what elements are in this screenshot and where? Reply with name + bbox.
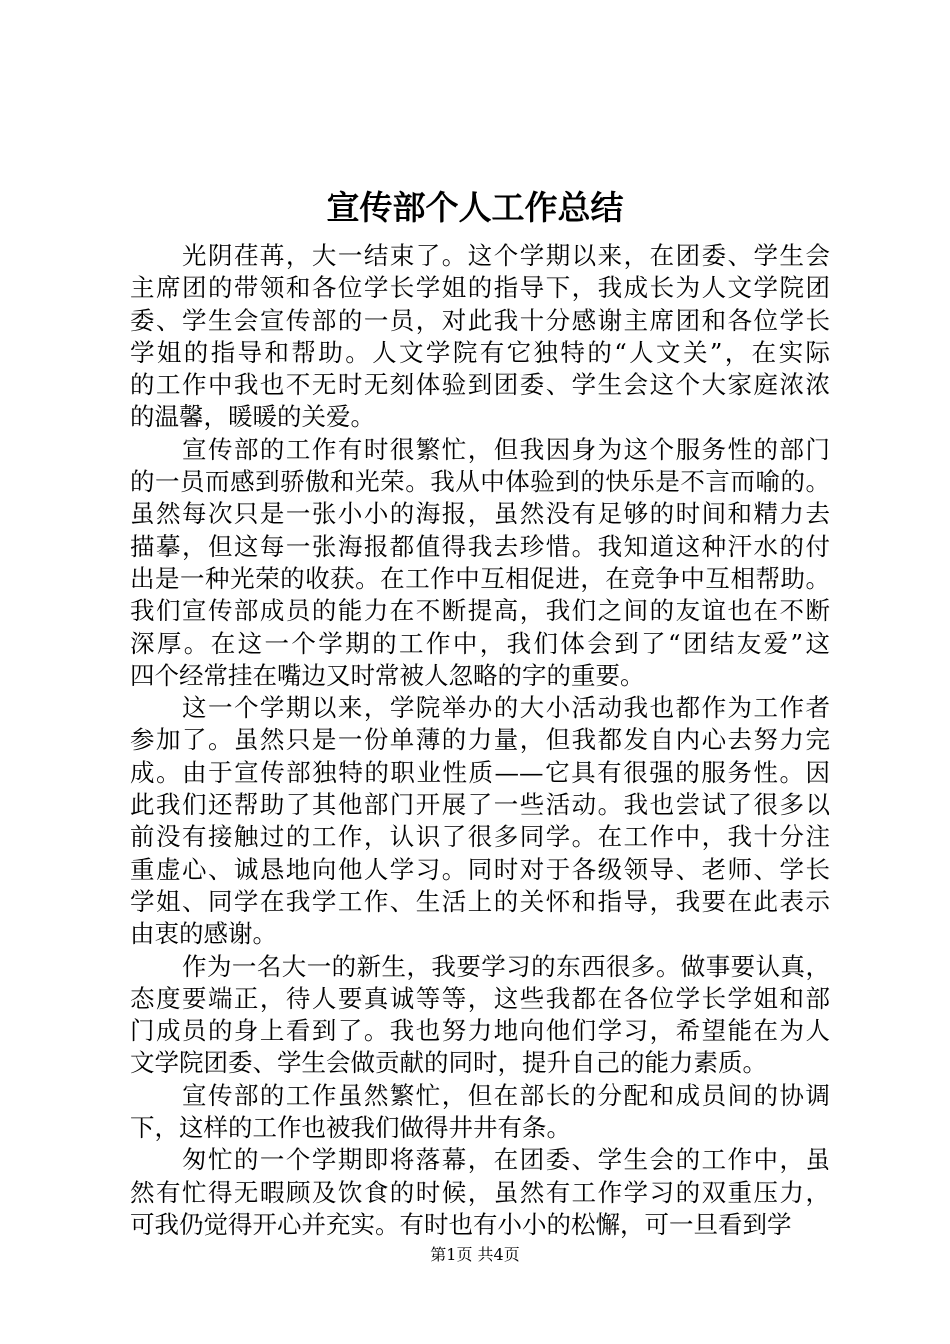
text-line: 描摹，但这每一张海报都值得我去珍惜。我知道这种汗水的付 [130,531,830,561]
text-line: 深厚。在这一个学期的工作中，我们体会到了“团结友爱”这 [130,628,830,658]
text-line: 参加了。虽然只是一份单薄的力量，但我都发自内心去努力完 [130,725,830,755]
text-line: 的温馨，暖暖的关爱。 [130,402,375,432]
text-line: 此我们还帮助了其他部门开展了一些活动。我也尝试了很多以 [130,790,830,820]
text-line: 出是一种光荣的收获。在工作中互相促进，在竞争中互相帮助。 [130,563,830,593]
page-footer: 第1页 共4页 [430,1245,520,1264]
document-title: 宣传部个人工作总结 [326,188,624,227]
text-line: 光阴荏苒，大一结束了。这个学期以来，在团委、学生会 [182,241,830,270]
paragraph [130,951,830,1080]
text-line: 这一个学期以来，学院举办的大小活动我也都作为工作者 [182,693,830,723]
paragraph [130,240,830,434]
text-line: 匆忙的一个学期即将落幕，在团委、学生会的工作中，虽 [182,1145,830,1175]
text-line: 门成员的身上看到了。我也努力地向他们学习，希望能在为人 [130,1016,830,1046]
text-line: 主席团的带领和各位学长学姐的指导下，我成长为人文学院团 [130,273,830,303]
text-line: 由衷的感谢。 [130,919,277,949]
paragraph [130,434,830,692]
text-line: 宣传部的工作虽然繁忙，但在部长的分配和成员间的协调 [182,1080,830,1110]
text-line: 的工作中我也不无时无刻体验到团委、学生会这个大家庭浓浓 [130,370,830,400]
text-line: 宣传部的工作有时很繁忙，但我因身为这个服务性的部门 [182,434,830,464]
paragraph [130,1080,830,1145]
text-line: 我们宣传部成员的能力在不断提高，我们之间的友谊也在不断 [130,596,830,626]
text-line: 然有忙得无暇顾及饮食的时候，虽然有工作学习的双重压力， [130,1177,830,1207]
paragraph [130,1144,830,1241]
text-line: 成。由于宣传部独特的职业性质——它具有很强的服务性。因 [130,757,830,787]
text-line: 下，这样的工作也被我们做得井井有条。 [130,1113,571,1143]
text-line: 学姐的指导和帮助。人文学院有它独特的“人文关”，在实际 [130,337,830,367]
text-line: 委、学生会宣传部的一员，对此我十分感谢主席团和各位学长 [130,305,830,335]
text-line: 的一员而感到骄傲和光荣。我从中体验到的快乐是不言而喻的。 [130,467,830,497]
paragraph [130,692,830,950]
document-body [130,240,830,1241]
text-line: 作为一名大一的新生，我要学习的东西很多。做事要认真， [182,951,830,981]
text-line: 虽然每次只是一张小小的海报，虽然没有足够的时间和精力去 [130,499,830,529]
text-line: 态度要端正，待人要真诚等等，这些我都在各位学长学姐和部 [130,983,830,1013]
text-line: 前没有接触过的工作，认识了很多同学。在工作中，我十分注 [130,822,830,852]
text-line: 重虚心、诚恳地向他人学习。同时对于各级领导、老师、学长 [130,854,830,884]
text-line: 学姐、同学在我学工作、生活上的关怀和指导，我要在此表示 [130,886,830,916]
text-line: 文学院团委、学生会做贡献的同时，提升自己的能力素质。 [130,1048,767,1078]
text-line: 可我仍觉得开心并充实。有时也有小小的松懈，可一旦看到学 [130,1209,792,1239]
text-line: 四个经常挂在嘴边又时常被人忽略的字的重要。 [130,660,645,690]
